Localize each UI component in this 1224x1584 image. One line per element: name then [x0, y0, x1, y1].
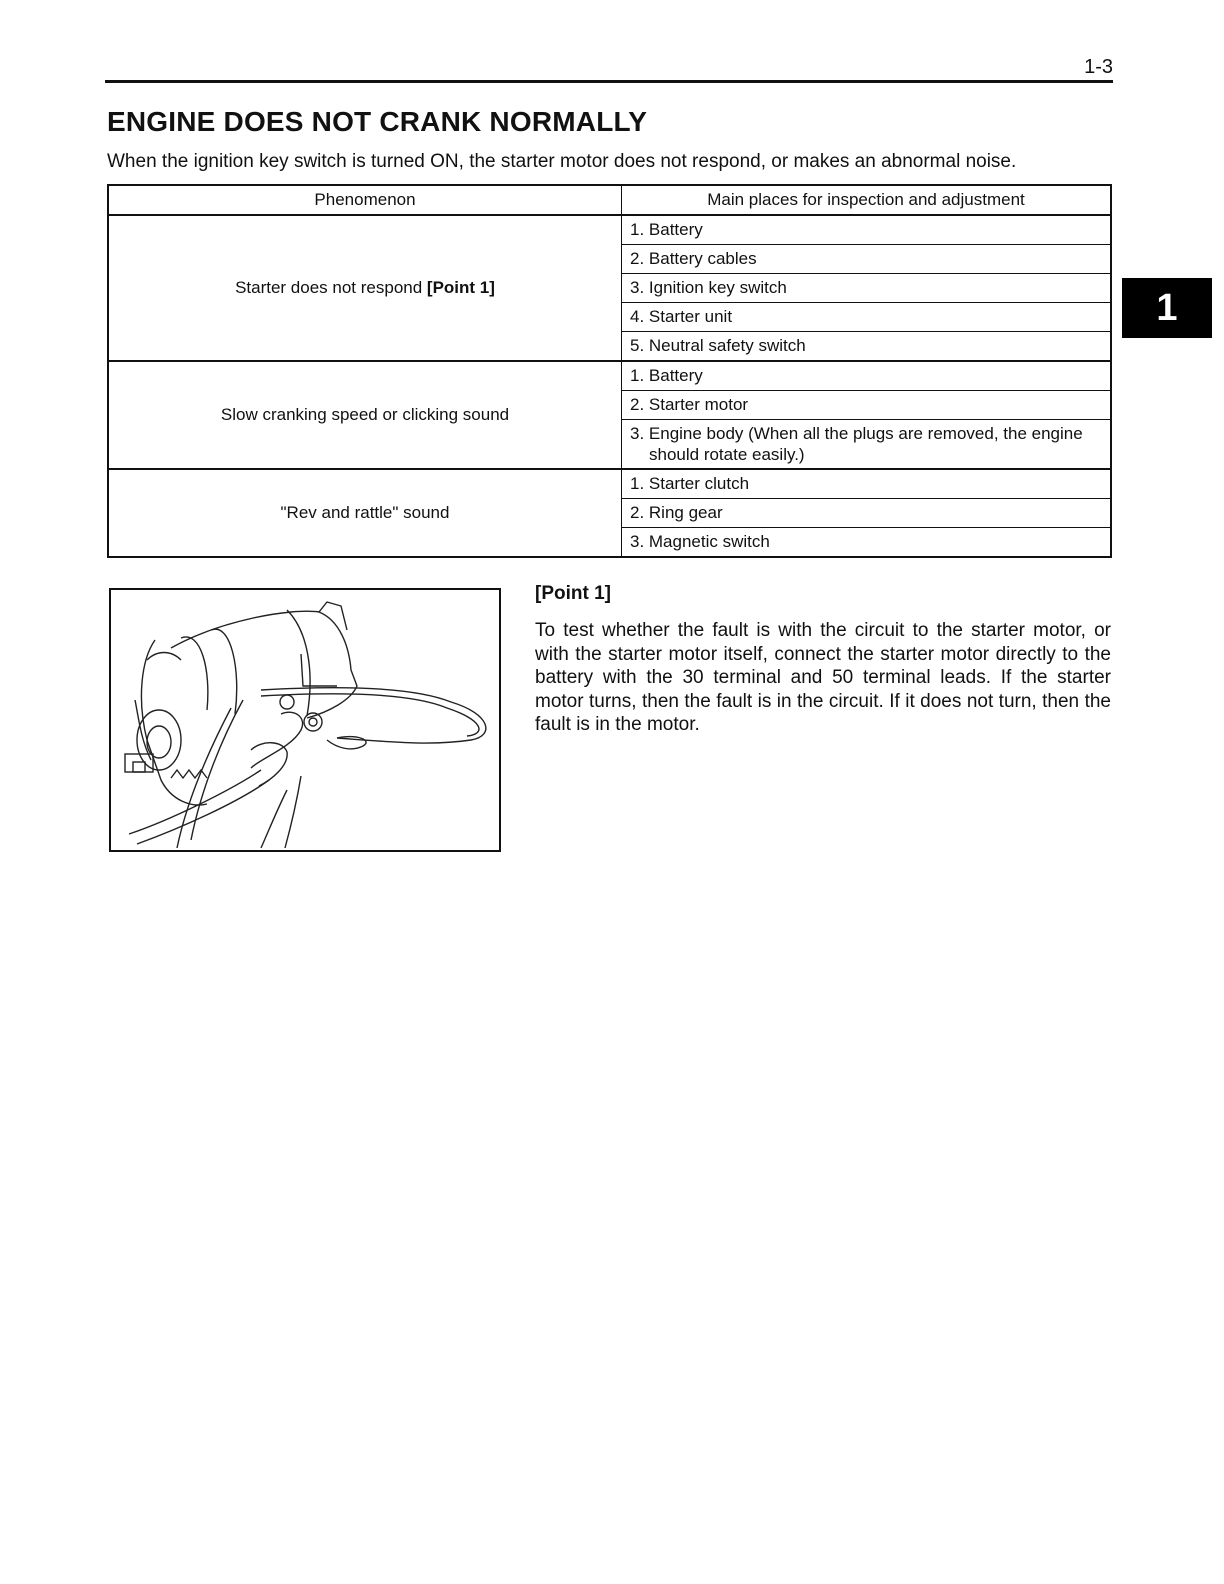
phenomenon-text: Slow cranking speed or clicking sound — [220, 405, 510, 424]
point-description: To test whether the fault is with the circuit to the starter motor, or with the starter motor itself, connect the starter motor directly to the battery with the 30 terminal and 50 terminal leads. If the starter motor turns, then the fault is in the circuit. If it does not turn, then the fault is in the motor. — [535, 620, 1111, 736]
table-header-row — [108, 185, 1111, 215]
phenomenon-text: Starter does not respond — [235, 278, 423, 297]
column-header-places: Main places for inspection and adjustment — [622, 185, 1112, 215]
starter-motor-figure — [109, 588, 501, 852]
phenomenon-cell — [108, 469, 622, 557]
page-number: 1-3 — [1084, 56, 1113, 78]
point-heading: [Point 1] — [535, 583, 611, 604]
starter-motor-test-illustration-icon — [111, 590, 499, 850]
inspection-place: 3. Magnetic switch — [622, 528, 1112, 558]
page-title: ENGINE DOES NOT CRANK NORMALLY — [107, 106, 648, 137]
column-header-phenomenon: Phenomenon — [108, 185, 622, 215]
inspection-place: 3. Ignition key switch — [622, 274, 1112, 303]
phenomenon-text: "Rev and rattle" sound — [280, 503, 450, 522]
inspection-place: 1. Battery — [622, 215, 1112, 245]
inspection-place: 1. Battery — [622, 361, 1112, 391]
phenomenon-cell — [108, 361, 622, 469]
table-row — [108, 361, 1111, 391]
phenomenon-reference: [Point 1] — [426, 278, 495, 297]
phenomenon-cell — [108, 215, 622, 361]
inspection-place: 2. Ring gear — [622, 499, 1112, 528]
inspection-place: 4. Starter unit — [622, 303, 1112, 332]
inspection-table — [107, 184, 1112, 558]
header-rule — [105, 80, 1113, 83]
inspection-place: 3. Engine body (When all the plugs are removed, the engine should rotate easily.) — [622, 420, 1112, 470]
inspection-place: 1. Starter clutch — [622, 469, 1112, 499]
chapter-tab: 1 — [1122, 278, 1212, 338]
inspection-place: 2. Starter motor — [622, 391, 1112, 420]
inspection-place: 2. Battery cables — [622, 245, 1112, 274]
inspection-place: 5. Neutral safety switch — [622, 332, 1112, 362]
table-row — [108, 469, 1111, 499]
table-row — [108, 215, 1111, 245]
intro-text: When the ignition key switch is turned ON, the starter motor does not respond, or makes an abnormal noise. — [107, 151, 1017, 172]
